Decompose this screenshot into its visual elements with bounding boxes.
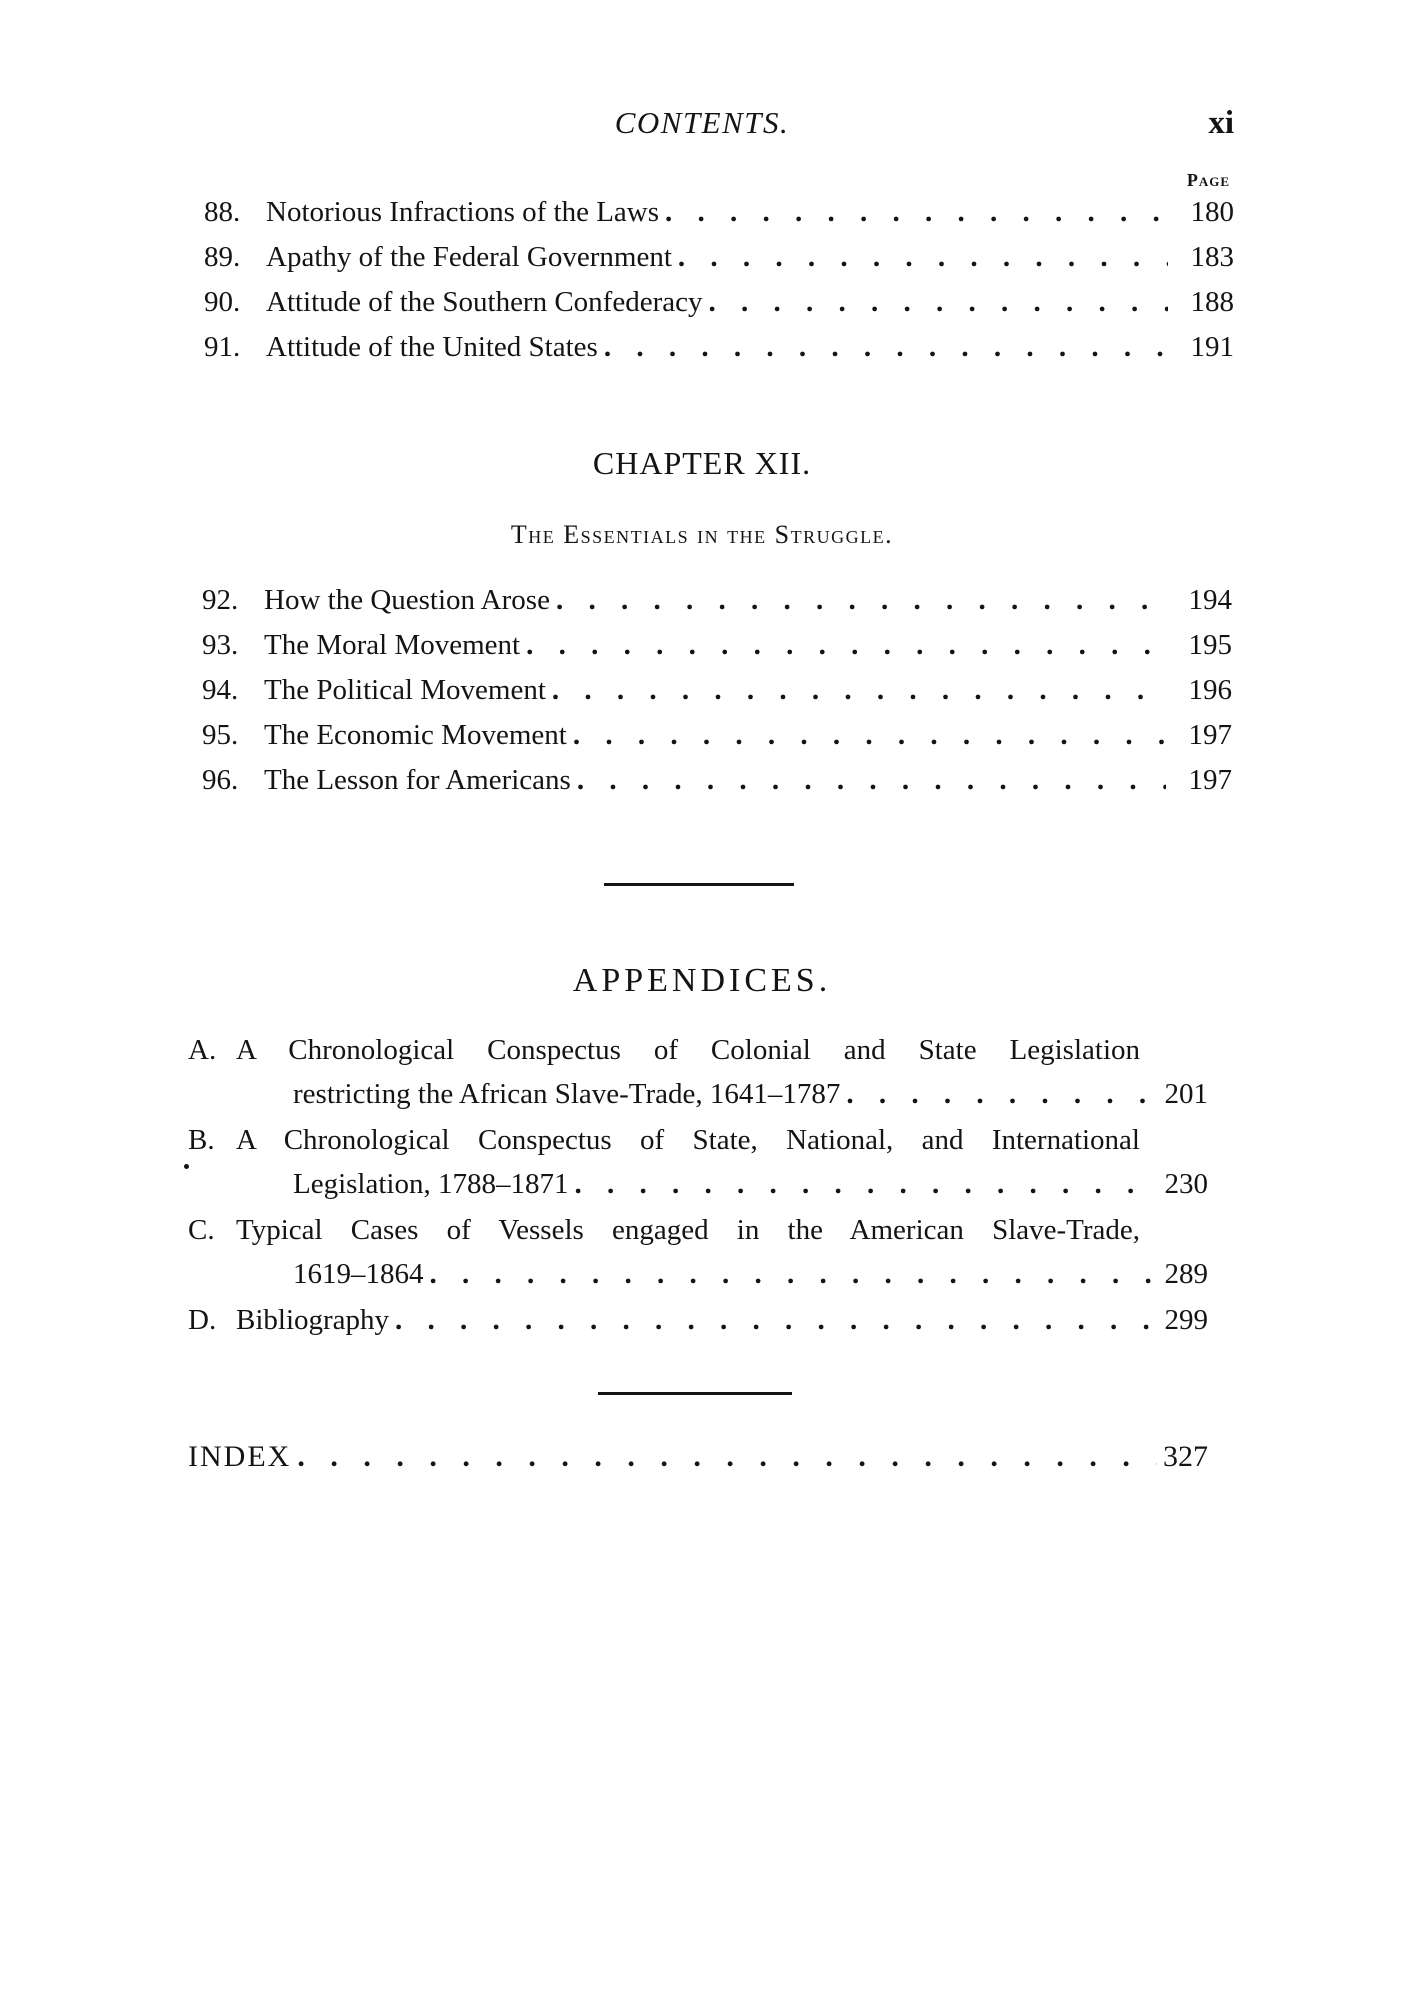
page-column-label: Page	[1186, 170, 1230, 190]
entry-title: The Lesson for Americans	[264, 764, 571, 796]
dot-leader	[846, 1078, 1158, 1111]
entry-page: 197	[1188, 764, 1232, 796]
entry-page: 197	[1188, 719, 1232, 751]
entry-number: 88.	[204, 196, 241, 228]
entry-number: 90.	[204, 286, 241, 318]
index-label: INDEX	[188, 1440, 292, 1473]
entry-title: Notorious Infractions of the Laws	[266, 196, 660, 228]
section-rule	[598, 1392, 792, 1395]
appendix-entry	[188, 1124, 1208, 1214]
appendix-page: 230	[1164, 1168, 1208, 1200]
entry-page: 196	[1188, 674, 1232, 706]
appendix-title-continued: Legislation, 1788–1871	[293, 1168, 569, 1200]
toc-entry	[204, 190, 1234, 235]
entry-number: 96.	[202, 764, 239, 796]
appendix-letter: C.	[188, 1214, 215, 1246]
appendix-letter: A.	[188, 1034, 217, 1066]
entry-title: The Moral Movement	[264, 629, 521, 661]
running-head-title: CONTENTS.	[614, 105, 790, 140]
toc-entry	[202, 713, 1232, 758]
appendix-letter: D.	[188, 1304, 217, 1336]
entry-title: The Political Movement	[264, 674, 546, 706]
appendix-page: 299	[1164, 1304, 1208, 1336]
entry-title: Apathy of the Federal Government	[266, 241, 672, 273]
appendix-page: 201	[1164, 1078, 1208, 1110]
dot-leader	[552, 668, 1166, 713]
entry-page: 180	[1190, 196, 1234, 228]
entry-title: Attitude of the Southern Confederacy	[266, 286, 703, 318]
toc-entry	[202, 758, 1232, 803]
toc-entry	[204, 235, 1234, 280]
page-folio: xi	[1208, 105, 1234, 141]
chapter-xii-entries	[202, 578, 1232, 803]
entry-page: 183	[1190, 241, 1234, 273]
entry-title: Attitude of the United States	[266, 331, 598, 363]
appendix-title-continued: restricting the African Slave-Trade, 1641–1787	[293, 1078, 841, 1110]
entry-number: 93.	[202, 629, 239, 661]
appendix-title: Typical Cases of Vessels engaged in the American Slave-Trade,	[236, 1214, 1140, 1246]
appendix-letter: B.	[188, 1124, 215, 1156]
index-entry	[188, 1440, 1208, 1474]
entry-title: The Economic Movement	[264, 719, 567, 751]
appendices-heading: APPENDICES.	[572, 962, 832, 999]
chapter-subtitle: The Essentials in the Struggle.	[510, 520, 894, 549]
index-page: 327	[1163, 1440, 1208, 1473]
toc-entry	[202, 623, 1232, 668]
dot-leader	[395, 1304, 1158, 1337]
dot-leader	[665, 190, 1168, 235]
entry-page: 188	[1190, 286, 1234, 318]
appendix-page: 289	[1164, 1258, 1208, 1290]
toc-entry	[202, 668, 1232, 713]
entry-page: 194	[1188, 584, 1232, 616]
dot-leader	[709, 280, 1169, 325]
dot-leader	[678, 235, 1168, 280]
entry-page: 195	[1188, 629, 1232, 661]
entry-title: How the Question Arose	[264, 584, 550, 616]
chapter-heading: CHAPTER XII.	[592, 445, 812, 481]
appendix-title: Bibliography	[236, 1304, 390, 1336]
print-speck	[184, 1164, 189, 1169]
running-head	[0, 105, 1404, 149]
dot-leader	[574, 1168, 1158, 1201]
toc-entry	[204, 325, 1234, 370]
appendix-title-continued: 1619–1864	[293, 1258, 424, 1290]
entry-number: 91.	[204, 331, 241, 363]
section-rule	[604, 883, 794, 886]
entry-number: 94.	[202, 674, 239, 706]
entry-number: 89.	[204, 241, 241, 273]
appendix-entry	[188, 1214, 1208, 1304]
appendix-entry	[188, 1034, 1208, 1124]
entry-number: 92.	[202, 584, 239, 616]
appendix-title: A Chronological Conspectus of State, National, and International	[236, 1124, 1140, 1156]
dot-leader	[556, 578, 1166, 623]
entry-page: 191	[1190, 331, 1234, 363]
entry-number: 95.	[202, 719, 239, 751]
dot-leader	[430, 1258, 1159, 1291]
toc-entry	[204, 280, 1234, 325]
appendix-title: A Chronological Conspectus of Colonial and State Legislation	[236, 1034, 1140, 1066]
dot-leader	[577, 758, 1166, 803]
dot-leader	[573, 713, 1166, 758]
dot-leader	[604, 325, 1168, 370]
dot-leader	[297, 1440, 1157, 1474]
dot-leader	[526, 623, 1166, 668]
toc-entry	[202, 578, 1232, 623]
appendix-entry	[188, 1304, 1208, 1349]
chapter-xi-entries	[204, 190, 1234, 370]
